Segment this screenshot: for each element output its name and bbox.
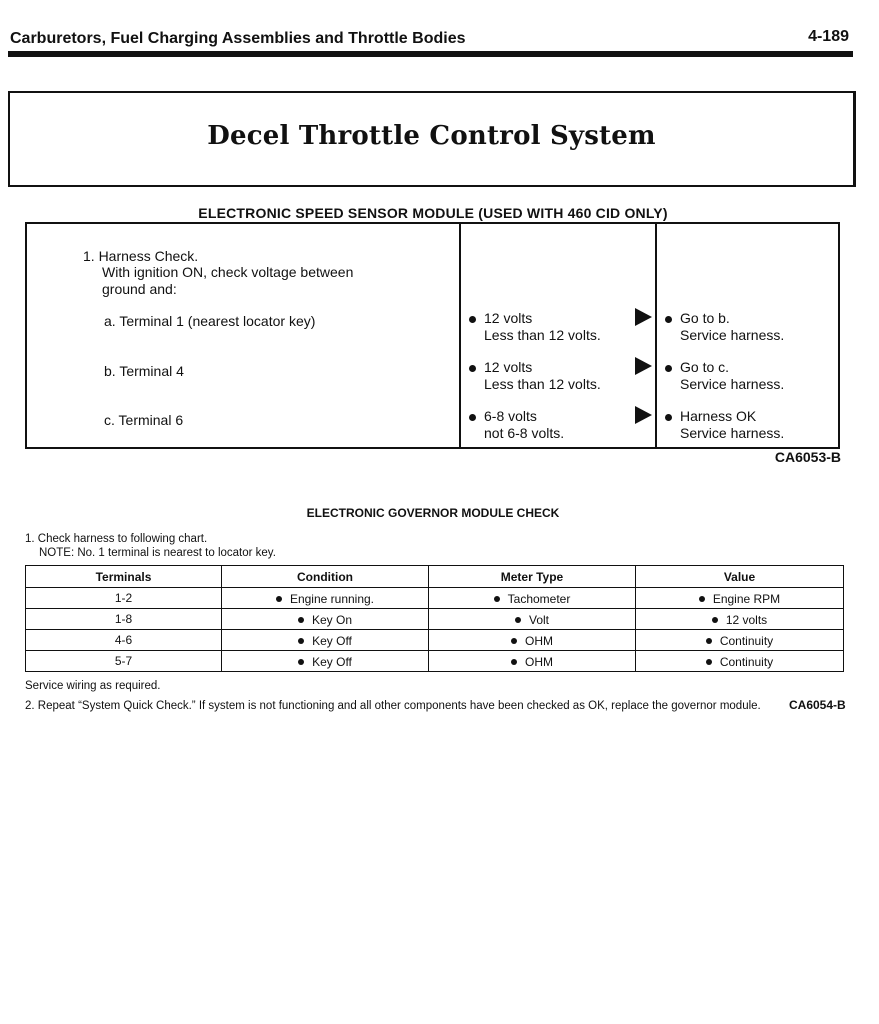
bullet-icon	[511, 638, 517, 644]
header-rule	[8, 51, 853, 57]
bullet-icon	[515, 617, 521, 623]
meter-type-text: OHM	[525, 654, 553, 669]
step-line-3: ground and:	[102, 281, 177, 297]
column-header: Terminals	[26, 566, 222, 588]
step-line-1: 1. Harness Check.	[83, 248, 199, 264]
terminals-cell: 4-6	[26, 630, 222, 651]
sensor-module-table	[25, 222, 840, 449]
chapter-title: Carburetors, Fuel Charging Assemblies and Throttle Bodies	[10, 30, 466, 47]
table-header-row	[26, 566, 844, 588]
page-title: Decel Throttle Control System	[207, 121, 656, 151]
condition-text: Key On	[311, 612, 353, 627]
result-no: Less than 12 volts.	[484, 376, 601, 392]
governor-step-2: 2. Repeat “System Quick Check.” If system is not functioning and all other components have been checked as OK, replace the governor module.	[25, 700, 761, 712]
bullet-icon	[298, 617, 304, 623]
bullet-icon	[469, 316, 476, 323]
bullet-icon	[706, 638, 712, 644]
value-text: Engine RPM	[712, 591, 781, 606]
sensor-module-heading: ELECTRONIC SPEED SENSOR MODULE (USED WITH 460 CID ONLY)	[198, 205, 668, 221]
bullet-icon	[665, 365, 672, 372]
meter-type-text: Volt	[528, 612, 549, 627]
bullet-icon	[665, 414, 672, 421]
result-yes: 6-8 volts	[484, 408, 537, 424]
value-cell	[636, 609, 844, 630]
action-no: Service harness.	[680, 376, 785, 392]
result-no: Less than 12 volts.	[484, 327, 601, 343]
arrow-right-icon	[635, 357, 652, 375]
terminals-cell: 5-7	[26, 651, 222, 672]
bullet-icon	[469, 414, 476, 421]
governor-note: NOTE: No. 1 terminal is nearest to locator key.	[39, 547, 276, 559]
meter-type-cell	[429, 588, 636, 609]
column-header: Value	[636, 566, 844, 588]
page-number: 4-189	[808, 28, 849, 45]
meter-type-text: OHM	[525, 633, 553, 648]
figure-reference: CA6054-B	[789, 698, 846, 712]
result-yes: 12 volts	[484, 359, 533, 375]
governor-module-heading: ELECTRONIC GOVERNOR MODULE CHECK	[306, 506, 560, 520]
bullet-icon	[712, 617, 718, 623]
value-cell	[636, 588, 844, 609]
step-line-2: With ignition ON, check voltage between	[102, 264, 354, 280]
table-row	[26, 609, 844, 630]
terminals-cell: 1-2	[26, 588, 222, 609]
bullet-icon	[699, 596, 705, 602]
action-no: Service harness.	[680, 327, 785, 343]
condition-text: Key Off	[312, 633, 352, 648]
arrow-right-icon	[635, 308, 652, 326]
governor-check-table	[25, 565, 844, 672]
result-yes: 12 volts	[484, 310, 533, 326]
value-text: Continuity	[719, 654, 774, 669]
value-text: 12 volts	[725, 612, 768, 627]
table-row	[26, 588, 844, 609]
condition-text: Key Off	[312, 654, 352, 669]
action-no: Service harness.	[680, 425, 785, 441]
test-terminal-6: c. Terminal 6	[104, 412, 184, 428]
column-header: Condition	[222, 566, 429, 588]
bullet-icon	[298, 659, 304, 665]
column-divider	[655, 224, 657, 447]
condition-cell	[222, 588, 429, 609]
bullet-icon	[298, 638, 304, 644]
column-header: Meter Type	[429, 566, 636, 588]
meter-type-cell	[429, 651, 636, 672]
meter-type-cell	[429, 609, 636, 630]
test-terminal-4: b. Terminal 4	[104, 363, 184, 379]
bullet-icon	[706, 659, 712, 665]
result-no: not 6-8 volts.	[484, 425, 565, 441]
column-divider	[459, 224, 461, 447]
action-yes: Harness OK	[680, 408, 757, 424]
table-row	[26, 630, 844, 651]
bullet-icon	[276, 596, 282, 602]
meter-type-text: Tachometer	[507, 591, 571, 606]
condition-cell	[222, 630, 429, 651]
condition-cell	[222, 609, 429, 630]
bullet-icon	[494, 596, 500, 602]
title-box	[8, 91, 856, 187]
arrow-right-icon	[635, 406, 652, 424]
value-cell	[636, 630, 844, 651]
value-cell	[636, 651, 844, 672]
service-note: Service wiring as required.	[25, 680, 161, 692]
terminals-cell: 1-8	[26, 609, 222, 630]
action-yes: Go to c.	[680, 359, 730, 375]
condition-cell	[222, 651, 429, 672]
bullet-icon	[469, 365, 476, 372]
meter-type-cell	[429, 630, 636, 651]
action-yes: Go to b.	[680, 310, 730, 326]
bullet-icon	[511, 659, 517, 665]
table-row	[26, 651, 844, 672]
test-terminal-1: a. Terminal 1 (nearest locator key)	[104, 313, 316, 329]
bullet-icon	[665, 316, 672, 323]
figure-reference: CA6053-B	[774, 449, 841, 465]
governor-instruction: 1. Check harness to following chart.	[25, 533, 208, 545]
condition-text: Engine running.	[289, 591, 375, 606]
value-text: Continuity	[719, 633, 774, 648]
